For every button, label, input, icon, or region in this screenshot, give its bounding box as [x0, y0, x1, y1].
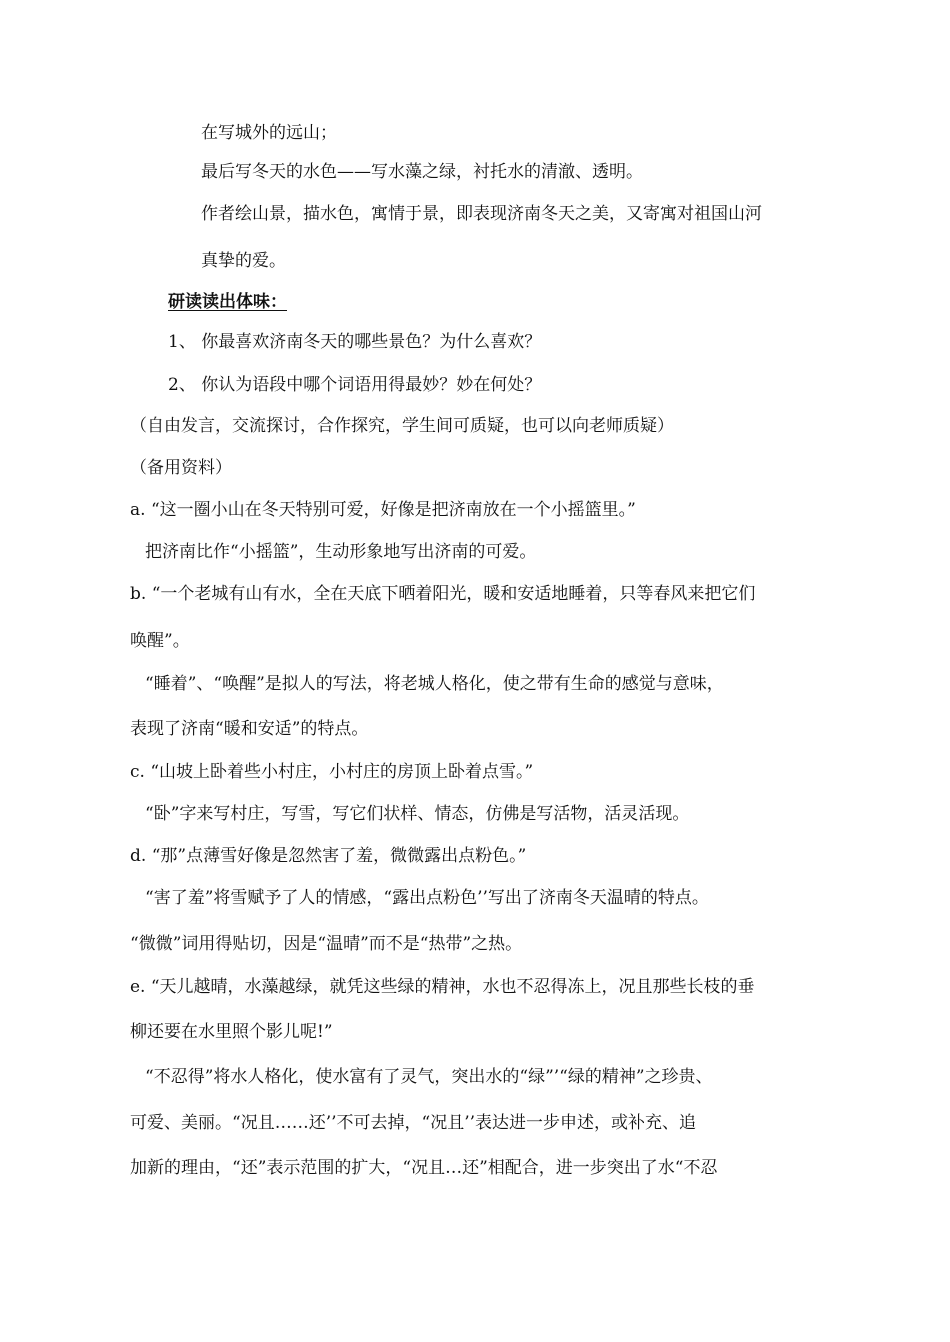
example-quote: a. “这一圈小山在冬天特别可爱，好像是把济南放在一个小摇篮里。” — [130, 500, 636, 520]
text-line: （自由发言，交流探讨，合作探究，学生间可质疑，也可以向老师质疑） — [130, 416, 674, 436]
text-line: 在写城外的远山； — [201, 123, 337, 143]
example-analysis: 加新的理由，“还”表示范围的扩大，“况且…还”相配合，进一步突出了水“不忍 — [130, 1158, 718, 1178]
example-analysis: “微微”词用得贴切，因是“温晴”而不是“热带”之热。 — [130, 934, 523, 954]
example-analysis: 把济南比作“小摇篮”，生动形象地写出济南的可爱。 — [145, 542, 537, 562]
example-quote: 柳还要在水里照个影儿呢!” — [130, 1022, 333, 1042]
section-heading: 研读读出体味： — [168, 292, 287, 312]
example-analysis: “害了羞”将雪赋予了人的情感，“露出点粉色’’写出了济南冬天温晴的特点。 — [145, 888, 709, 908]
example-analysis: 表现了济南“暖和安适”的特点。 — [130, 719, 369, 739]
example-analysis: “卧”字来写村庄，写雪，写它们状样、情态，仿佛是写活物，活灵活现。 — [145, 804, 690, 824]
example-analysis: “睡着”、“唤醒”是拟人的写法，将老城人格化，使之带有生命的感觉与意味， — [145, 674, 724, 694]
text-line: 真挚的爱。 — [201, 251, 286, 271]
text-line: 作者绘山景，描水色，寓情于景，即表现济南冬天之美，又寄寓对祖国山河 — [201, 204, 762, 224]
example-analysis: “不忍得”将水人格化，使水富有了灵气，突出水的“绿”’“绿的精神”之珍贵、 — [145, 1067, 713, 1087]
question-item: 2、 你认为语段中哪个词语用得最妙？妙在何处？ — [168, 375, 542, 395]
example-analysis: 可爱、美丽。“况且……还’’不可去掉，“况且’’表达进一步申述，或补充、追 — [130, 1113, 696, 1133]
example-quote: 唤醒”。 — [130, 631, 190, 651]
example-quote: c. “山坡上卧着些小村庄，小村庄的房顶上卧着点雪。” — [130, 762, 534, 782]
text-line: （备用资料） — [130, 458, 232, 478]
text-line: 最后写冬天的水色——写水藻之绿，衬托水的清澈、透明。 — [201, 162, 643, 182]
example-quote: d. “那”点薄雪好像是忽然害了羞，微微露出点粉色。” — [130, 846, 527, 866]
question-item: 1、 你最喜欢济南冬天的哪些景色？为什么喜欢？ — [168, 332, 542, 352]
example-quote: e. “天儿越晴，水藻越绿，就凭这些绿的精神，水也不忍得冻上，况且那些长枝的垂 — [130, 977, 755, 997]
example-quote: b. “一个老城有山有水，全在天底下晒着阳光，暖和安适地睡着，只等春风来把它们 — [130, 584, 756, 604]
